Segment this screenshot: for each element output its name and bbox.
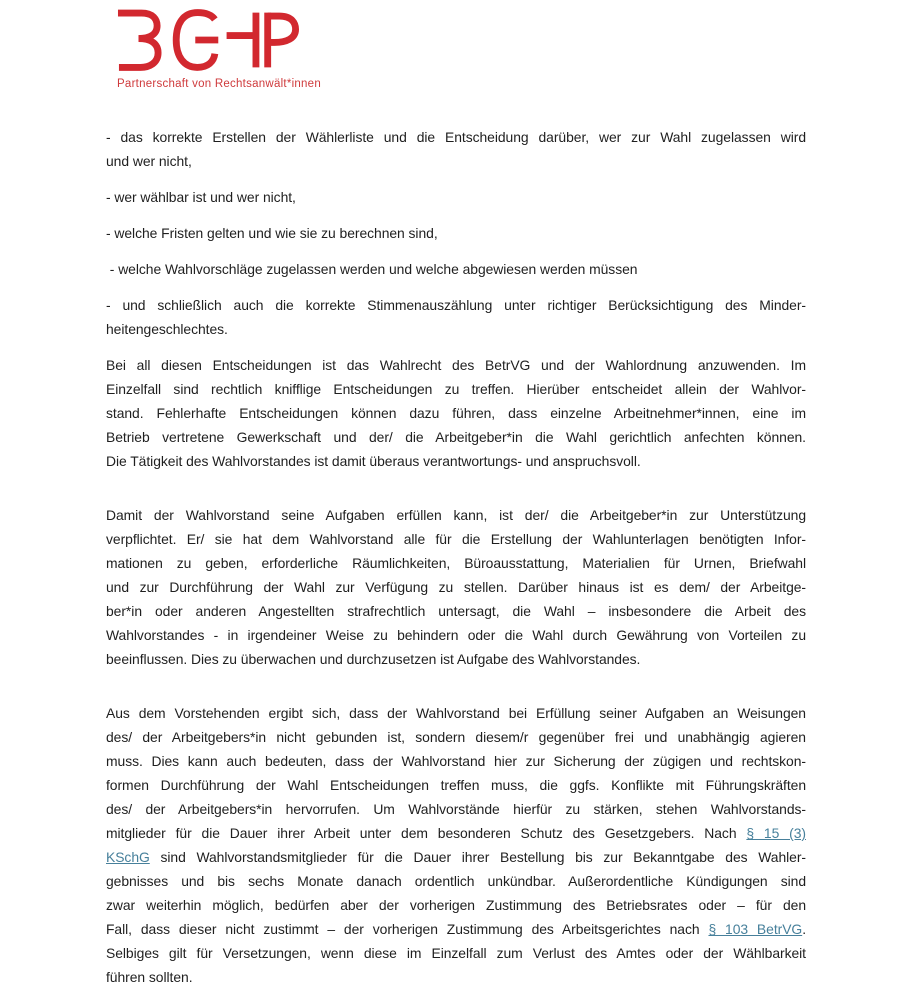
text-run: heitengeschlechtes.	[106, 321, 228, 337]
text-line	[106, 551, 806, 575]
text-run: Einzelfall sind rechtlich knifflige Entscheidungen zu treffen. Hierüber entscheidet allein der Wahlvor-	[106, 381, 806, 397]
text-line	[106, 185, 806, 209]
text-run: zwar weiterhin möglich, bedürfen aber der vorherigen Zustimmung des Betriebsrates oder – für den	[106, 897, 806, 913]
text-line	[106, 647, 806, 671]
logo-tagline: Partnerschaft von Rechtsanwält*innen	[117, 78, 321, 90]
text-line	[106, 701, 806, 725]
text-line	[106, 575, 806, 599]
text-line	[106, 599, 806, 623]
text-line	[106, 125, 806, 149]
text-run: des/ der Arbeitgebers*in nicht gebunden ist, sondern diesem/r gegenüber frei und unabhängig agieren	[106, 729, 806, 745]
text-run: mationen zu geben, erforderliche Räumlichkeiten, Büroausstattung, Materialien für Urnen, Briefwahl	[106, 555, 806, 571]
text-run: beeinflussen. Dies zu überwachen und durchzusetzen ist Aufgabe des Wahlvorstandes.	[106, 651, 641, 667]
paragraph	[106, 293, 806, 341]
text-line	[106, 449, 806, 473]
text-run: - das korrekte Erstellen der Wählerliste und die Entscheidung darüber, wer zur Wahl zugelassen wird	[106, 129, 806, 145]
text-run: sind Wahlvorstandsmitglieder für die Dauer ihrer Bestellung bis zur Bekanntgabe des Wahler-	[149, 849, 806, 865]
paragraph	[106, 185, 806, 209]
text-line	[106, 149, 806, 173]
text-run: und wer nicht,	[106, 153, 192, 169]
link-betrvg-103[interactable]: § 103 BetrVG	[708, 921, 803, 937]
paragraph	[106, 221, 806, 245]
link-kschg-15-3[interactable]: § 15 (3)	[746, 825, 806, 841]
link-kschg-15-3[interactable]: KSchG	[106, 849, 150, 865]
text-line	[106, 941, 806, 965]
text-run: stand. Fehlerhafte Entscheidungen können dazu führen, dass einzelne Arbeitnehmer*innen, eine im	[106, 405, 806, 421]
text-line	[106, 401, 806, 425]
text-line	[106, 773, 806, 797]
logo-block	[117, 8, 321, 90]
text-run: Wahlvorstandes - in irgendeiner Weise zu behindern oder die Wahl durch Gewährung von Vorteilen zu	[106, 627, 806, 643]
text-line	[106, 749, 806, 773]
text-line	[106, 917, 806, 941]
text-run: mitglieder für die Dauer ihrer Arbeit unter dem besonderen Schutz des Gesetzgebers. Nach	[106, 825, 747, 841]
text-run: ber*in oder anderen Angestellten strafrechtlich untersagt, die Wahl – insbesondere die Arbeit des	[106, 603, 806, 619]
text-run: Bei all diesen Entscheidungen ist das Wahlrecht des BetrVG und der Wahlordnung anzuwenden. Im	[106, 357, 806, 373]
text-line	[106, 821, 806, 845]
text-run: Betrieb vertretene Gewerkschaft und der/ die Arbeitgeber*in die Wahl gerichtlich anfechten können.	[106, 429, 806, 445]
text-run: - welche Wahlvorschläge zugelassen werden und welche abgewiesen werden müssen	[106, 261, 638, 277]
paragraph	[106, 503, 806, 671]
text-run: Die Tätigkeit des Wahlvorstandes ist damit überaus verantwortungs- und anspruchsvoll.	[106, 453, 641, 469]
text-run: - welche Fristen gelten und wie sie zu berechnen sind,	[106, 225, 438, 241]
text-run: .	[802, 921, 806, 937]
text-run: formen Durchführung der Wahl Entscheidungen treffen muss, die ggfs. Konflikte mit Führungskräften	[106, 777, 806, 793]
text-run: - und schließlich auch die korrekte Stimmenauszählung unter richtiger Berücksichtigung des Minder-	[106, 297, 806, 313]
text-run: führen sollten.	[106, 969, 193, 985]
text-run: Aus dem Vorstehenden ergibt sich, dass der Wahlvorstand bei Erfüllung seiner Aufgaben an Weisungen	[106, 705, 806, 721]
text-run: Fall, dass dieser nicht zustimmt – der vorherigen Zustimmung des Arbeitsgerichtes nach	[106, 921, 709, 937]
text-line	[106, 353, 806, 377]
text-line	[106, 623, 806, 647]
text-line	[106, 869, 806, 893]
text-line	[106, 893, 806, 917]
text-line	[106, 845, 806, 869]
paragraph	[106, 257, 806, 281]
text-line	[106, 725, 806, 749]
text-line	[106, 527, 806, 551]
text-line	[106, 503, 806, 527]
document-body	[106, 125, 806, 1001]
text-line	[106, 221, 806, 245]
text-run: gebnisses und bis sechs Monate danach ordentlich unkündbar. Außerordentliche Kündigungen sind	[106, 873, 806, 889]
text-run: Selbiges gilt für Versetzungen, wenn diese im Einzelfall zum Verlust des Amtes oder der Wählbarkeit	[106, 945, 806, 961]
text-run: des/ der Arbeitgebers*in hervorrufen. Um Wahlvorstände hierfür zu stärken, stehen Wahlvorstands-	[106, 801, 806, 817]
text-line	[106, 797, 806, 821]
text-run: verpflichtet. Er/ sie hat dem Wahlvorstand alle für die Erstellung der Wahlunterlagen benötigten Infor-	[106, 531, 806, 547]
text-line	[106, 293, 806, 317]
text-run: und zur Durchführung der Wahl zur Verfügung zu stellen. Darüber hinaus ist es dem/ der Arbeitge-	[106, 579, 806, 595]
text-line	[106, 425, 806, 449]
paragraph	[106, 125, 806, 173]
text-line	[106, 965, 806, 989]
logo-brand-text	[117, 72, 118, 73]
text-run: Damit der Wahlvorstand seine Aufgaben erfüllen kann, ist der/ die Arbeitgeber*in zur Unterstützung	[106, 507, 806, 523]
text-line	[106, 257, 806, 281]
text-line	[106, 377, 806, 401]
text-run: muss. Dies kann auch bedeuten, dass der Wahlvorstand hier zur Sicherung der zügigen und rechtskon-	[106, 753, 806, 769]
text-run: - wer wählbar ist und wer nicht,	[106, 189, 296, 205]
bghp-logo-icon	[117, 8, 299, 72]
paragraph	[106, 353, 806, 473]
text-line	[106, 317, 806, 341]
paragraph	[106, 701, 806, 989]
